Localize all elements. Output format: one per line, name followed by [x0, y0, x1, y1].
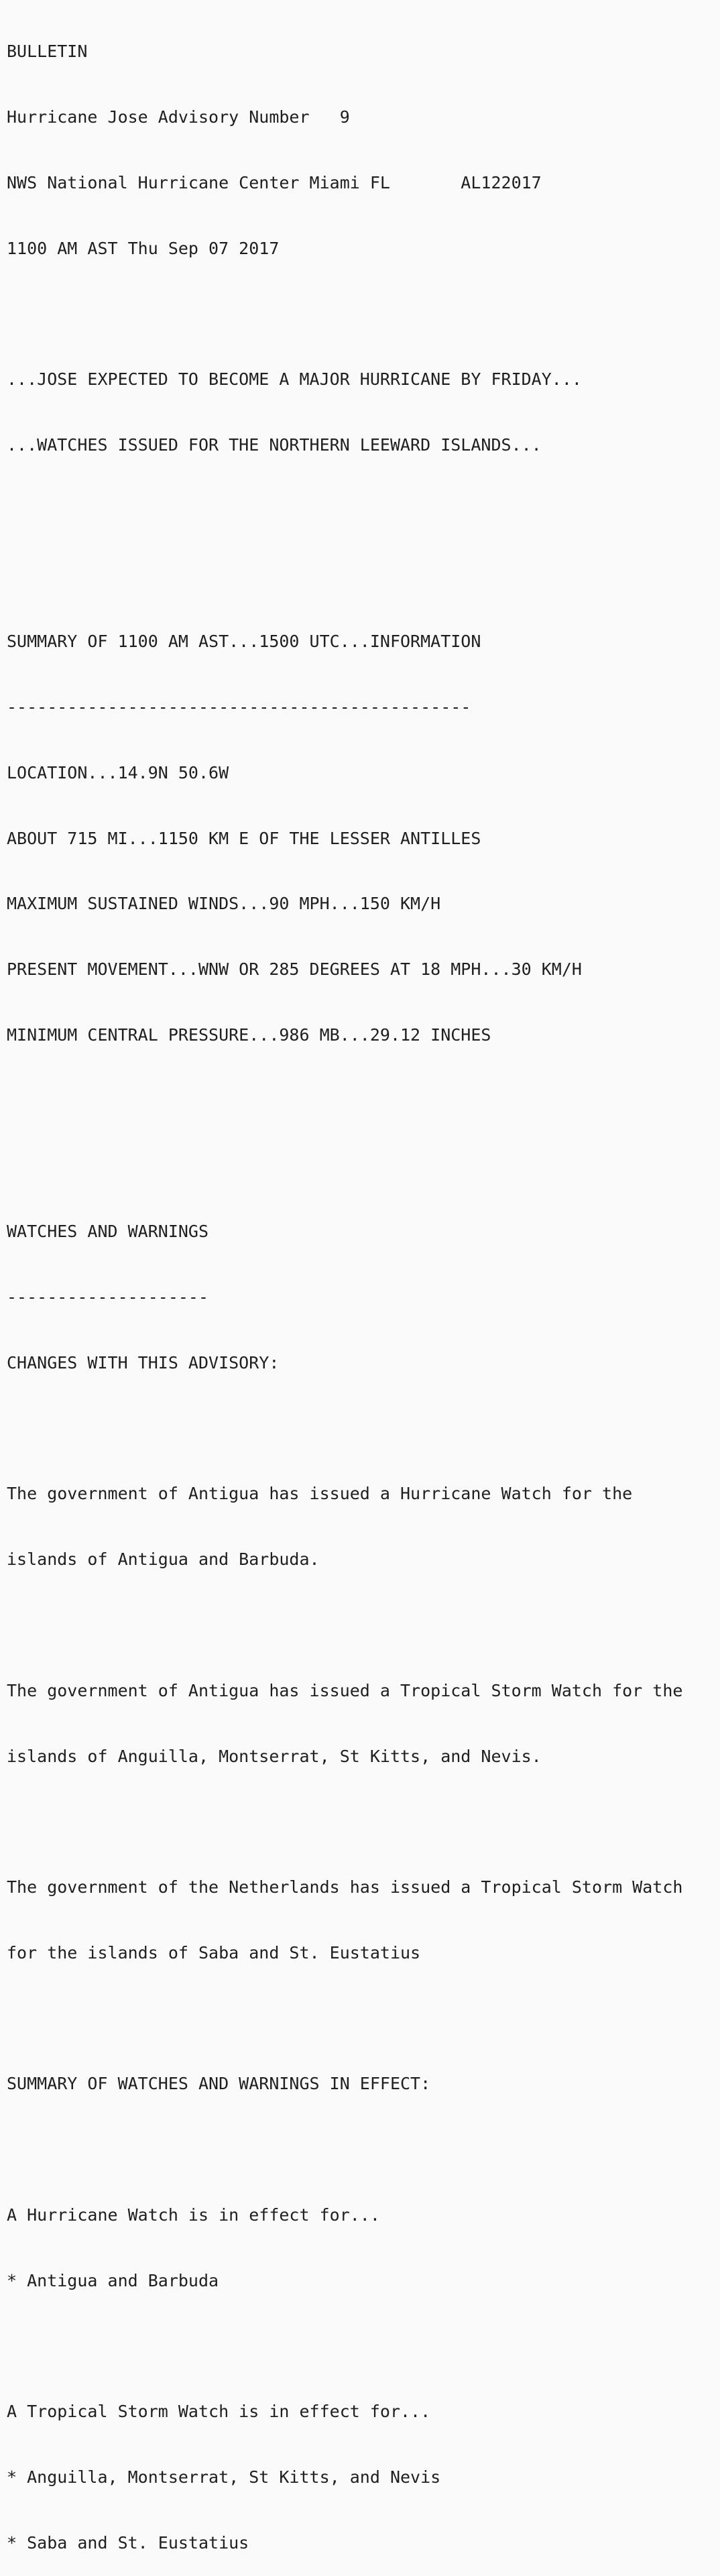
spacer	[7, 1811, 682, 1833]
summary-location: LOCATION...14.9N 50.6W	[7, 762, 229, 782]
watches-rule: --------------------	[7, 1287, 209, 1307]
change-paragraph-line: for the islands of Saba and St. Eustatius	[7, 1942, 421, 1963]
spacer	[7, 303, 682, 325]
issued-time: 1100 AM AST Thu Sep 07 2017	[7, 238, 280, 258]
advisory-document	[7, 0, 682, 2576]
changes-heading: CHANGES WITH THIS ADVISORY:	[7, 1352, 280, 1372]
change-paragraph-line: The government of Antigua has issued a Tropical Storm Watch for the	[7, 1680, 683, 1700]
spacer	[7, 1090, 682, 1112]
hurricane-watch-item: * Antigua and Barbuda	[7, 2270, 219, 2290]
change-paragraph-line: The government of Antigua has issued a Hurricane Watch for the	[7, 1484, 633, 1504]
headline: ...WATCHES ISSUED FOR THE NORTHERN LEEWARD ISLANDS...	[7, 434, 542, 455]
spacer	[7, 565, 682, 587]
advisory-title: Hurricane Jose Advisory Number 9	[7, 107, 350, 127]
spacer	[7, 500, 682, 522]
change-paragraph-line: islands of Anguilla, Montserrat, St Kitts, and Nevis.	[7, 1746, 542, 1766]
spacer	[7, 1155, 682, 1177]
spacer	[7, 2336, 682, 2358]
watches-heading: WATCHES AND WARNINGS	[7, 1222, 209, 1242]
summary-movement: PRESENT MOVEMENT...WNW OR 285 DEGREES AT 18 MPH...30 KM/H	[7, 959, 582, 980]
office-line: NWS National Hurricane Center Miami FL AL122017	[7, 172, 542, 192]
spacer	[7, 2139, 682, 2161]
tropical-storm-watch-item: * Anguilla, Montserrat, St Kitts, and Nevis	[7, 2467, 441, 2487]
summary-winds: MAXIMUM SUSTAINED WINDS...90 MPH...150 KM/H	[7, 894, 441, 914]
headline: ...JOSE EXPECTED TO BECOME A MAJOR HURRICANE BY FRIDAY...	[7, 369, 582, 390]
change-paragraph-line: The government of the Netherlands has issued a Tropical Storm Watch	[7, 1877, 683, 1897]
change-paragraph-line: islands of Antigua and Barbuda.	[7, 1549, 320, 1570]
tropical-storm-watch-intro: A Tropical Storm Watch is in effect for...	[7, 2402, 431, 2422]
summary-distance: ABOUT 715 MI...1150 KM E OF THE LESSER ANTILLES	[7, 828, 481, 848]
summary-pressure: MINIMUM CENTRAL PRESSURE...986 MB...29.12 INCHES	[7, 1024, 491, 1045]
summary-rule: ----------------------------------------------	[7, 697, 471, 717]
bulletin-label: BULLETIN	[7, 42, 88, 62]
summary-heading: SUMMARY OF 1100 AM AST...1500 UTC...INFORMATION	[7, 632, 481, 652]
spacer	[7, 2008, 682, 2030]
tropical-storm-watch-item: * Saba and St. Eustatius	[7, 2532, 249, 2553]
spacer	[7, 1615, 682, 1637]
hurricane-watch-intro: A Hurricane Watch is in effect for...	[7, 2205, 380, 2225]
watches-summary-heading: SUMMARY OF WATCHES AND WARNINGS IN EFFECT:	[7, 2074, 431, 2094]
spacer	[7, 1418, 682, 1440]
